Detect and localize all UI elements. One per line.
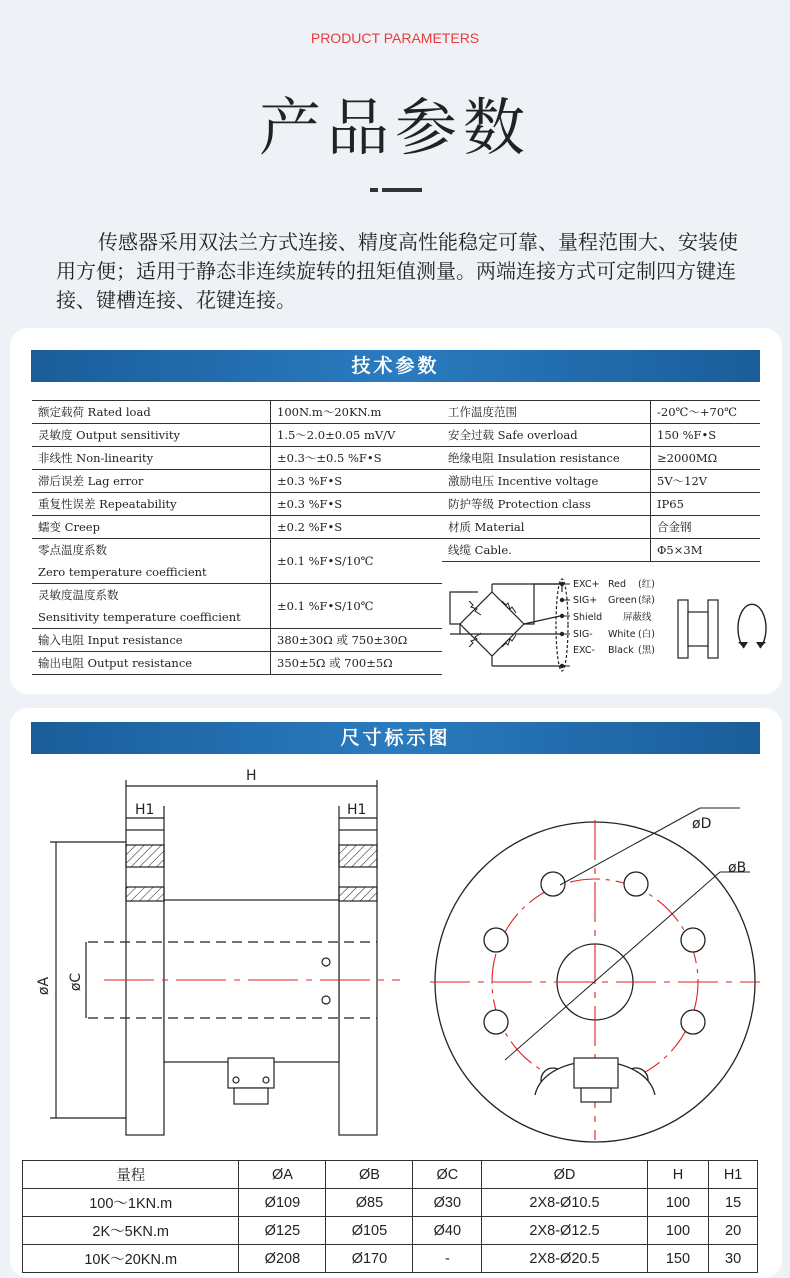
cell: Ø208 [239,1245,326,1273]
dimension-drawing [0,760,790,1155]
wire-cn: (绿) [638,595,655,606]
wire-pin: SIG+ [573,595,598,606]
cell: Ø125 [239,1217,326,1245]
spec-label: 重复性误差 Repeatability [32,493,271,516]
spec-value: IP65 [651,493,761,516]
spec-value: 5V～12V [651,470,761,493]
table-row [32,629,442,652]
cell: - [413,1245,482,1273]
dim-label-A: øA [36,976,52,996]
spec-value: ±0.2 %F•S [271,516,443,539]
spec-value: ≥2000MΩ [651,447,761,470]
cell: 100 [647,1217,709,1245]
dim-label-C: øC [68,972,84,992]
spec-label: 输入电阻 Input resistance [32,629,271,652]
table-row [32,447,442,470]
wire-pin: EXC- [573,645,595,656]
spec-label: 零点温度系数 Zero temperature coefficient [32,539,271,584]
cell: Ø109 [239,1189,326,1217]
wire-color: Black [608,645,634,656]
cell: 20 [709,1217,758,1245]
spec-label: 滞后误差 Lag error [32,470,271,493]
side-view [50,780,377,1135]
tech-params-card [10,328,782,694]
spec-value: ±0.3～±0.5 %F•S [271,447,443,470]
spec-value: ±0.1 %F•S/10℃ [271,539,443,584]
table-row [23,1217,758,1245]
spec-value: ±0.1 %F•S/10℃ [271,584,443,629]
wire-color: 屏蔽线 [623,612,652,623]
cell: Ø40 [413,1217,482,1245]
col-header: ØB [326,1161,413,1189]
spec-label: 工作温度范围 [442,401,651,424]
table-row [32,470,442,493]
col-header: ØD [482,1161,647,1189]
cell: 100～1KN.m [23,1189,239,1217]
spec-label: 非线性 Non-linearity [32,447,271,470]
cell: Ø30 [413,1189,482,1217]
cell: 100 [647,1189,709,1217]
table-row [442,516,760,539]
dimension-table [22,1160,758,1273]
spec-value: 1.5～2.0±0.05 mV/V [271,424,443,447]
table-row [32,493,442,516]
table-row [442,470,760,493]
spec-value: ±0.3 %F•S [271,470,443,493]
col-header: H [647,1161,709,1189]
cell: Ø170 [326,1245,413,1273]
wire-cn: (黑) [638,645,655,656]
wire-cn: (红) [638,579,655,590]
cell: 2X8-Ø12.5 [482,1217,647,1245]
right-spec-table [442,400,760,562]
spec-label: 灵敏度温度系数 Sensitivity temperature coefficient [32,584,271,629]
col-header: 量程 [23,1161,239,1189]
intro-paragraph: 传感器采用双法兰方式连接、精度高性能稳定可靠、量程范围大、安装使用方便；适用于静态非连续旋转的扭矩值测量。两端连接方式可定制四方键连接、键槽连接、花键连接。 [56,230,738,312]
spec-label: 防护等级 Protection class [442,493,651,516]
cell: 30 [709,1245,758,1273]
spec-label: 线缆 Cable. [442,539,651,562]
table-row [32,539,442,584]
cell: Ø105 [326,1217,413,1245]
spec-value: 合金钢 [651,516,761,539]
wire-cn: (白) [638,629,655,640]
spec-value: 150 %F•S [651,424,761,447]
tech-params-heading: 技术参数 [31,350,760,382]
dim-label-B: øB [728,860,747,876]
cell: 2X8-Ø20.5 [482,1245,647,1273]
col-header: ØA [239,1161,326,1189]
dim-label-H: H [246,768,257,784]
wire-pin: Shield [573,612,603,623]
page-title: 产品参数 [258,91,531,164]
wire-pin: SIG- [573,629,593,640]
sensor-side-icon [672,596,772,666]
table-row [442,493,760,516]
cell: 2X8-Ø10.5 [482,1189,647,1217]
dim-label-H1-left: H1 [135,802,155,818]
left-spec-table [32,400,442,675]
cell: Ø85 [326,1189,413,1217]
wire-color: White [608,629,636,640]
spec-value: Φ5×3M [651,539,761,562]
spec-label: 激励电压 Incentive voltage [442,470,651,493]
cell: 10K～20KN.m [23,1245,239,1273]
table-row [442,539,760,562]
spec-label: 蠕变 Creep [32,516,271,539]
spec-value: -20℃～+70℃ [651,401,761,424]
cell: 2K～5KN.m [23,1217,239,1245]
spec-value: 100N.m～20KN.m [271,401,443,424]
table-row [32,516,442,539]
table-row [32,652,442,675]
col-header: ØC [413,1161,482,1189]
table-header-row [23,1161,758,1189]
table-row [442,401,760,424]
spec-label: 材质 Material [442,516,651,539]
spec-value: ±0.3 %F•S [271,493,443,516]
wire-color: Green [608,595,637,606]
dim-label-D: øD [692,816,712,832]
spec-label: 绝缘电阻 Insulation resistance [442,447,651,470]
spec-label: 输出电阻 Output resistance [32,652,271,675]
front-view [430,808,760,1142]
dim-label-H1-right: H1 [347,802,367,818]
col-header: H1 [709,1161,758,1189]
cell: 15 [709,1189,758,1217]
table-row [23,1189,758,1217]
spec-value: 350±5Ω 或 700±5Ω [271,652,443,675]
spec-label: 额定载荷 Rated load [32,401,271,424]
table-row [32,584,442,629]
table-row [442,424,760,447]
title-divider [370,188,422,192]
spec-label: 安全过载 Safe overload [442,424,651,447]
table-row [32,424,442,447]
en-section-title: PRODUCT PARAMETERS [310,30,480,46]
table-row [32,401,442,424]
table-row [442,447,760,470]
spec-value: 380±30Ω 或 750±30Ω [271,629,443,652]
dimension-heading: 尺寸标示图 [31,722,760,754]
rotation-arrow-icon [738,604,766,648]
cell: 150 [647,1245,709,1273]
wire-pin: EXC+ [573,579,600,590]
table-row [23,1245,758,1273]
wire-color: Red [608,579,627,590]
spec-label: 灵敏度 Output sensitivity [32,424,271,447]
